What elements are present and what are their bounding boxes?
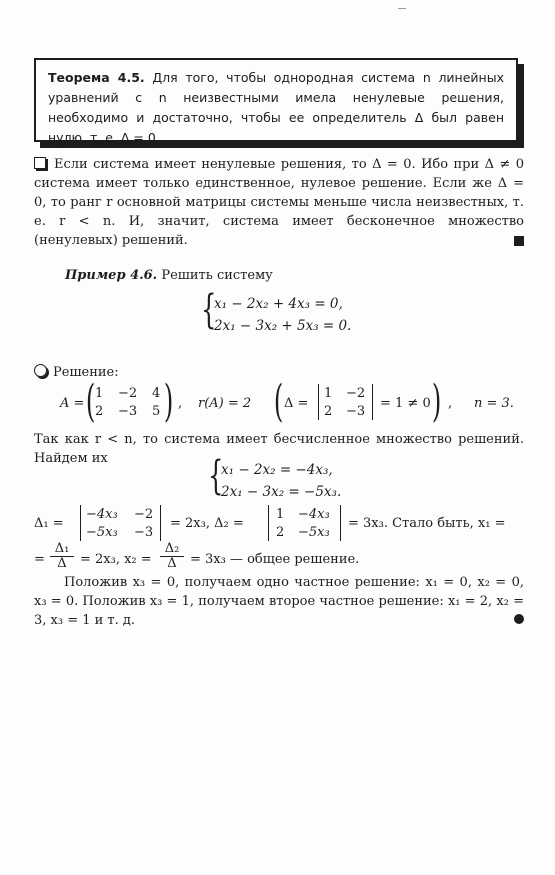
- fraction-1-den: Δ: [57, 556, 67, 571]
- delta2-bar-right: [340, 505, 341, 541]
- formula-mid: = 2x₃, x₂ =: [80, 552, 152, 567]
- formula-end: = 3x₃ — общее решение.: [190, 552, 360, 567]
- system2-brace-icon: {: [208, 453, 224, 499]
- delta1-cell: −3: [134, 525, 154, 540]
- fraction-1-num: Δ₁: [50, 542, 74, 557]
- system2-eq-2: 2x₁ − 3x₂ = −5x₃.: [221, 484, 342, 500]
- solution-icon: [34, 364, 47, 377]
- solution-heading: [34, 364, 119, 380]
- det-lhs: Δ =: [284, 396, 309, 411]
- system-eq-1: x₁ − 2x₂ + 4x₃ = 0,: [214, 296, 343, 312]
- det-cell: 1: [324, 386, 333, 401]
- matrix-cell: 4: [152, 386, 161, 401]
- matrix-comma: ,: [178, 396, 183, 411]
- n-value: n = 3.: [474, 396, 514, 411]
- matrix-lhs: A =: [60, 396, 85, 411]
- det-right-paren-icon: ): [431, 376, 442, 427]
- system-eq-2: 2x₁ − 3x₂ + 5x₃ = 0.: [214, 318, 352, 334]
- delta2-cell: −4x₃: [298, 507, 330, 522]
- rank-text: r(A) = 2: [198, 396, 252, 411]
- proof-text: Если система имеет ненулевые решения, то Δ = 0. Ибо при Δ ≠ 0 система имеет только единственное, нулевое решение. Если же Δ = 0, то ранг r основной матрицы системы меньше числа неизвестных, т. е. r < n. И, значит, система имеет бесконечное множество (ненулевых) решений.: [34, 157, 524, 248]
- end-dot-icon: [514, 614, 524, 624]
- solution-system: [221, 459, 341, 503]
- delta2-rhs: = 3x₃. Стало быть, x₁ =: [348, 516, 506, 531]
- formula-start: =: [34, 552, 45, 567]
- example-system: [214, 293, 351, 337]
- det-bar-left: [318, 384, 319, 420]
- det-comma: ,: [448, 396, 453, 411]
- example-heading: [65, 268, 273, 283]
- delta1-bar-left: [80, 505, 81, 541]
- det-cell: 2: [324, 404, 333, 419]
- det-bar-right: [372, 384, 373, 420]
- proof-paragraph: [34, 155, 524, 250]
- theorem-text: [48, 68, 504, 148]
- fraction-2: [160, 542, 184, 571]
- fraction-2-num: Δ₂: [160, 542, 184, 557]
- delta2-cell: 2: [276, 525, 285, 540]
- det-cell: −3: [346, 404, 366, 419]
- example-task: Решить систему: [161, 268, 273, 283]
- system-brace-icon: {: [201, 287, 217, 333]
- matrix-cell: 5: [152, 404, 161, 419]
- delta1-rhs: = 2x₃, Δ₂ =: [170, 516, 244, 531]
- delta2-cell: −5x₃: [298, 525, 330, 540]
- det-cell: −2: [346, 386, 366, 401]
- delta1-bar-right: [160, 505, 161, 541]
- theorem-label: Теорема 4.5.: [48, 70, 145, 85]
- matrix-cell: 2: [95, 404, 104, 419]
- matrix-left-paren-icon: (: [85, 376, 96, 427]
- det-left-paren-icon: (: [273, 376, 284, 427]
- matrix-cell: −3: [118, 404, 138, 419]
- delta1-cell: −2: [134, 507, 154, 522]
- theorem-body: Для того, чтобы однородная система n линейных уравнений с n неизвестными имела ненулевые решения, необходимо и достаточно, чтобы ее определитель Δ был равен нулю, т. е. Δ = 0.: [48, 70, 504, 145]
- delta1-cell: −4x₃: [86, 507, 118, 522]
- delta2-cell: 1: [276, 507, 285, 522]
- solution-paragraph-1: Так как r < n, то система имеет бесчисленное множество решений. Найдем их: [34, 432, 524, 466]
- delta1-cell: −5x₃: [86, 525, 118, 540]
- theorem-box: [34, 58, 518, 145]
- page-mark: [398, 8, 406, 9]
- qed-square-icon: [514, 236, 524, 246]
- fraction-1: [50, 542, 74, 571]
- matrix-cell: −2: [118, 386, 138, 401]
- matrix-cell: 1: [95, 386, 104, 401]
- example-label: Пример 4.6.: [65, 268, 158, 283]
- solution-label: Решение:: [53, 365, 119, 380]
- proof-start-icon: [34, 157, 46, 169]
- delta2-bar-left: [268, 505, 269, 541]
- solution-paragraph-2: Положив x₃ = 0, получаем одно частное решение: x₁ = 0, x₂ = 0, x₃ = 0. Положив x₃ = 1, получаем второе частное решение: x₁ = 2, x₂ = 3, x₃ = 1 и т. д.: [34, 575, 524, 628]
- system2-eq-1: x₁ − 2x₂ = −4x₃,: [221, 462, 333, 478]
- delta1-lhs: Δ₁ =: [34, 516, 64, 531]
- fraction-2-den: Δ: [167, 556, 177, 571]
- matrix-right-paren-icon: ): [163, 376, 174, 427]
- det-rhs: = 1 ≠ 0: [380, 396, 431, 411]
